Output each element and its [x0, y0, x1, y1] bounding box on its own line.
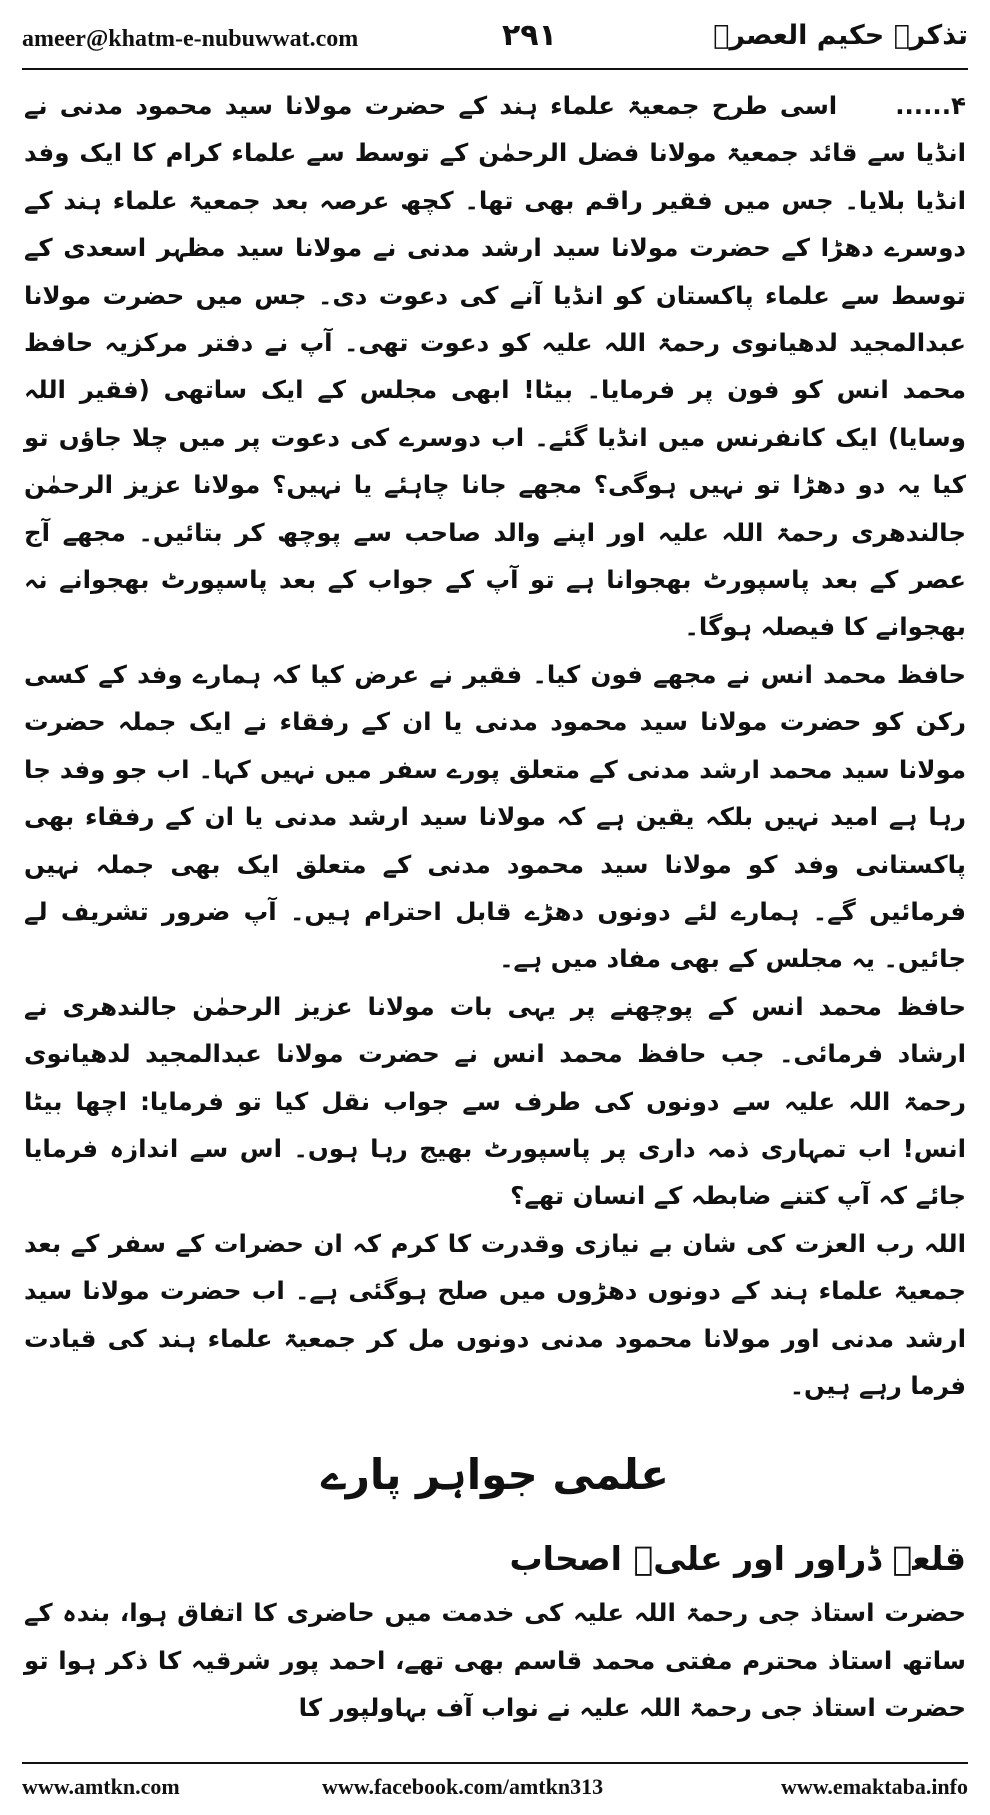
paragraph-4: اللہ رب العزت کی شان بے نیازی وقدرت کا کرم کہ ان حضرات کے سفر کے بعد جمعیۃ علماء ہند کے دونوں دھڑوں میں صلح ہوگئی ہے۔ اب حضرت مولانا سید ارشد مدنی اور مولانا محمود مدنی دونوں مل کر جمعیۃ علماء ہند کی قیادت فرما رہے ہیں۔	[24, 1228, 966, 1400]
footer-divider	[22, 1762, 968, 1764]
paragraph-2: حافظ محمد انس نے مجھے فون کیا۔ فقیر نے عرض کیا کہ ہمارے وفد کے کسی رکن کو حضرت مولانا سید محمود مدنی یا ان کے رفقاء نے ایک جملہ حضرت مولانا سید محمد ارشد مدنی کے متعلق پورے سفر میں نہیں کہا۔ اب جو وفد جا رہا ہے امید نہیں بلکہ یقین ہے کہ مولانا سید ارشد مدنی یا ان کے رفقاء بھی پاکستانی وفد کو مولانا سید محمود مدنی کے متعلق ایک بھی جملہ نہیں فرمائیں گے۔ ہمارے لئے دونوں دھڑے قابل احترام ہیں۔ آپ ضرور تشریف لے جائیں۔ یہ مجلس کے بھی مفاد میں ہے۔	[24, 659, 966, 974]
page-footer	[22, 1774, 968, 1804]
paragraph-5: حضرت استاذ جی رحمۃ اللہ علیہ کی خدمت میں حاضری کا اتفاق ہوا، بندہ کے ساتھ استاذ محترم مفتی محمد قاسم بھی تھے، احمد پور شرقیہ کا ذکر ہوا تو حضرت استاذ جی رحمۃ اللہ علیہ نے نواب آف بہاولپور کا	[24, 1598, 966, 1723]
paragraph-1-text: اسی طرح جمعیۃ علماء ہند کے حضرت مولانا سید محمود مدنی نے انڈیا سے قائد جمعیۃ مولانا فضل الرحمٰن کے توسط سے علماء کرام کا ایک وفد انڈیا بلایا۔ جس میں فقیر راقم بھی تھا۔ کچھ عرصہ بعد جمعیۃ علماء ہند کے دوسرے دھڑا کے حضرت مولانا سید ارشد مدنی نے مولانا سید مظہر اسعدی کے توسط سے علماء پاکستان کو انڈیا آنے کی دعوت دی۔ جس میں حضرت مولانا عبدالمجید لدھیانوی رحمۃ اللہ علیہ کو دعوت تھی۔ آپ نے دفتر مرکزیہ حافظ محمد انس کو فون پر فرمایا۔ بیٹا! ابھی مجلس کے ایک ساتھی (فقیر اللہ وسایا) ایک کانفرنس میں انڈیا گئے۔ اب دوسرے کی دعوت پر میں چلا جاؤں تو کیا یہ دو دھڑا تو نہیں ہوگی؟ مجھے جانا چاہئے یا نہیں؟ مولانا عزیز الرحمٰن جالندھری رحمۃ اللہ علیہ اور اپنے والد صاحب سے پوچھ کر بتائیں۔ مجھے آج عصر کے بعد پاسپورٹ بھجوانا ہے تو آپ کے جواب کے بعد پاسپورٹ بھجوانے نہ بھجوانے کا فیصلہ ہوگا۔	[24, 91, 966, 642]
page-number: ۲۹۱	[502, 18, 557, 53]
footer-url-emaktaba[interactable]: www.emaktaba.info	[780, 1774, 968, 1799]
footer-url-amtkn[interactable]: www.amtkn.com	[22, 1774, 180, 1799]
page-body	[24, 82, 966, 1732]
header-email: ameer@khatm-e-nubuwwat.com	[22, 26, 359, 52]
book-title: تذکرہ حکیم العصرؒ	[713, 20, 968, 51]
page-header	[22, 14, 968, 60]
header-divider	[22, 68, 968, 70]
subsection-heading: قلعہ ڈراور اور علیؓ اصحاب	[509, 1539, 966, 1579]
paragraph-3: حافظ محمد انس کے پوچھنے پر یہی بات مولانا عزیز الرحمٰن جالندھری نے ارشاد فرمائی۔ جب حافظ محمد انس نے حضرت مولانا عبدالمجید لدھیانوی رحمۃ اللہ علیہ سے دونوں کی طرف سے جواب نقل کیا تو فرمایا: اچھا بیٹا انس! اب تمہاری ذمہ داری پر پاسپورٹ بھیج رہا ہوں۔ اس سے اندازہ فرمایا جائے کہ آپ کتنے ضابطہ کے انسان تھے؟	[24, 991, 966, 1211]
section-heading: علمی جواہر پارے	[321, 1450, 669, 1500]
paragraph-1	[24, 82, 966, 651]
footer-url-facebook[interactable]: www.facebook.com/amtkn313	[322, 1774, 604, 1799]
paragraph-number: ۴......	[895, 91, 966, 120]
